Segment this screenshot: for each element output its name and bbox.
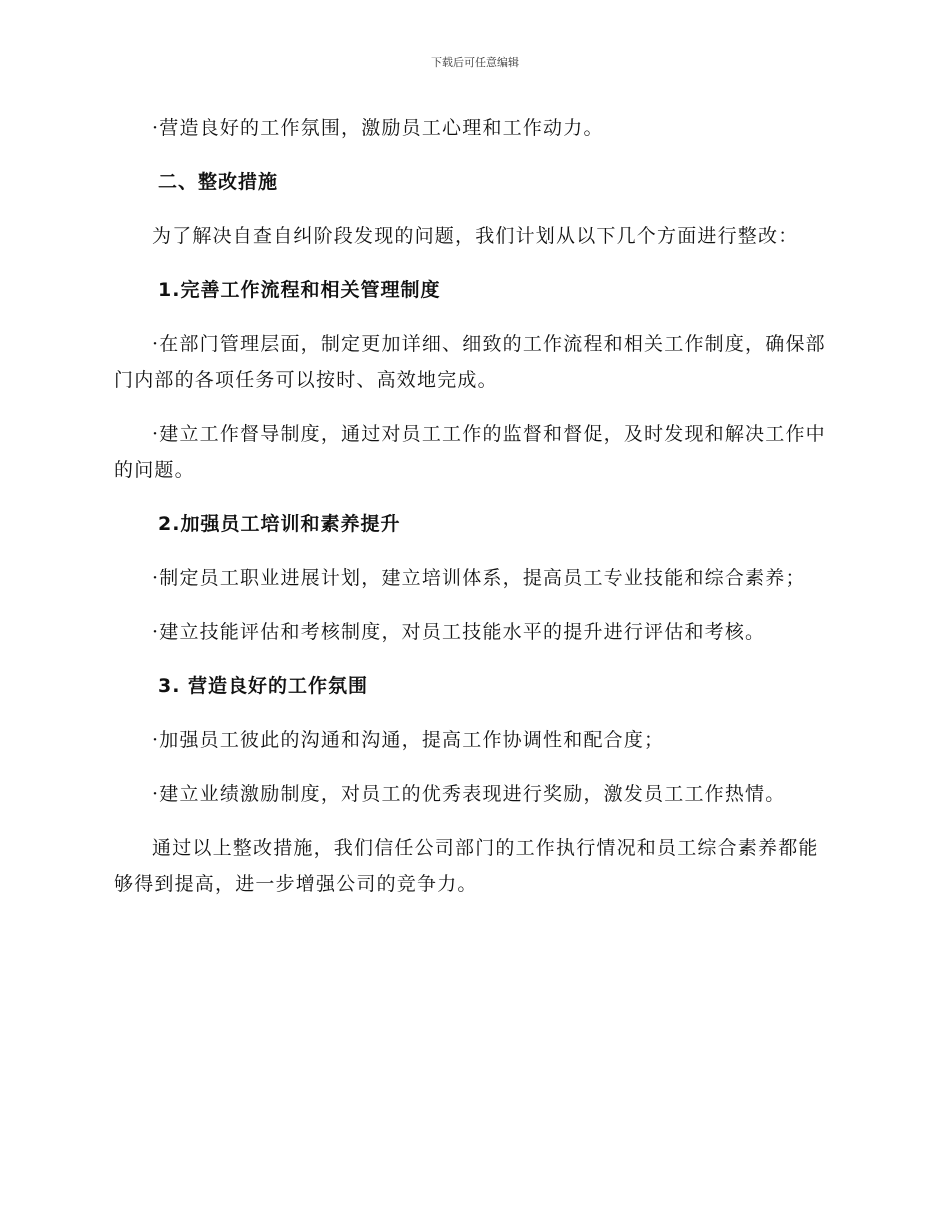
bullet-paragraph: ·营造良好的工作氛围，激励员工心理和工作动力。 <box>152 117 604 139</box>
intro-paragraph: 为了解决自查自纠阶段发现的问题，我们计划从以下几个方面进行整改： <box>152 225 799 247</box>
bullet-paragraph: ·制定员工职业进展计划，建立培训体系，提高员工专业技能和综合素养； <box>152 567 806 589</box>
bullet-paragraph: ·建立技能评估和考核制度，对员工技能水平的提升进行评估和考核。 <box>152 621 766 643</box>
section-heading: 二、整改措施 <box>158 171 279 193</box>
bullet-paragraph: ·在部门管理层面，制定更加详细、细致的工作流程和相关工作制度，确保部门内部的各项任务可以按时、高效地完成。 <box>114 333 826 391</box>
page-header: 下载后可任意编辑 <box>431 56 519 69</box>
subsection-heading: 3. 营造良好的工作氛围 <box>158 675 369 697</box>
document-body <box>114 110 834 902</box>
subsection-heading: 2.加强员工培训和素养提升 <box>158 513 401 535</box>
bullet-paragraph: ·建立业绩激励制度，对员工的优秀表现进行奖励，激发员工工作热情。 <box>152 783 786 805</box>
bullet-paragraph: ·加强员工彼此的沟通和沟通，提高工作协调性和配合度； <box>152 729 665 751</box>
bullet-paragraph: ·建立工作督导制度，通过对员工工作的监督和督促，及时发现和解决工作中的问题。 <box>114 423 826 481</box>
closing-paragraph: 通过以上整改措施，我们信任公司部门的工作执行情况和员工综合素养都能够得到提高，进一步增强公司的竞争力。 <box>114 837 819 895</box>
subsection-heading: 1.完善工作流程和相关管理制度 <box>158 279 441 301</box>
